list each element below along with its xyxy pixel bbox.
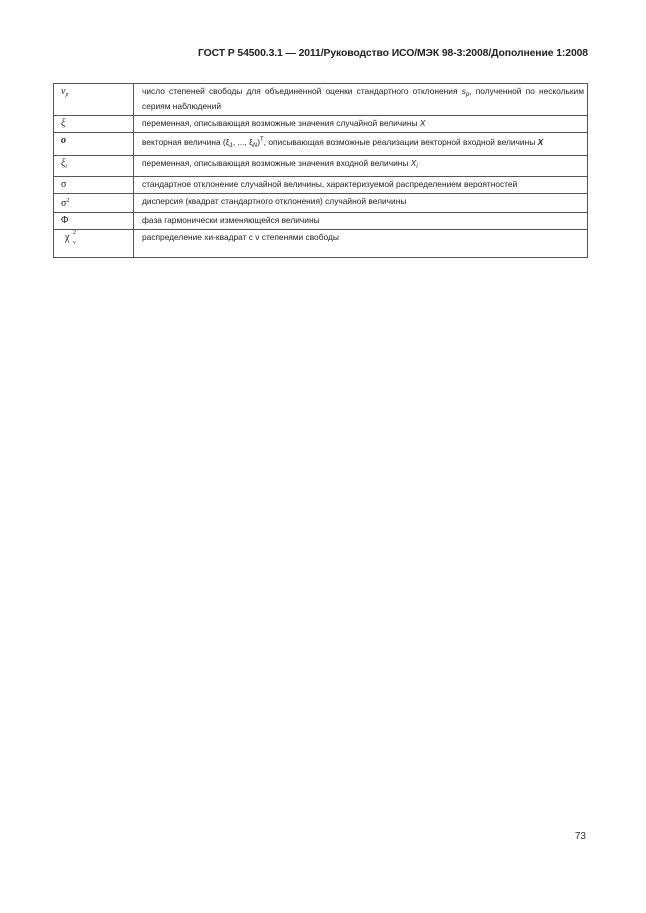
- symbols-table: [53, 83, 588, 258]
- description-text: дисперсия (квадрат стандартного отклонения) случайной величины: [142, 196, 407, 206]
- subscript: N: [252, 143, 258, 149]
- symbol-subscript: ν: [73, 240, 76, 246]
- symbol-cell: [54, 84, 134, 116]
- table-row: [54, 230, 588, 258]
- symbol-subscript: i: [65, 164, 67, 170]
- variable: X: [410, 158, 417, 168]
- variable: s: [461, 86, 466, 96]
- table-row: [54, 213, 588, 230]
- description-cell: [134, 177, 588, 194]
- symbol-cell: [54, 213, 134, 230]
- page-header: ГОСТ Р 54500.3.1 — 2011/Руководство ИСО/МЭК 98-3:2008/Дополнение 1:2008: [197, 48, 588, 59]
- symbol-cell: [54, 177, 134, 194]
- description-text: распределение хи-квадрат с ν степенями свободы: [142, 232, 339, 242]
- symbol-cell: [54, 133, 134, 156]
- description-cell: [134, 84, 588, 116]
- description-text: переменная, описывающая возможные значения входной величины: [142, 158, 411, 168]
- symbol-superscript: 2: [73, 230, 76, 236]
- description-cell: [134, 156, 588, 177]
- variable-subscript: i: [416, 164, 418, 170]
- description-text: фаза гармонически изменяющейся величины: [142, 215, 320, 225]
- symbol: ν: [61, 86, 66, 97]
- subscript: 1: [229, 143, 233, 149]
- superscript: T: [260, 137, 264, 143]
- table-row: [54, 156, 588, 177]
- description-cell: [134, 213, 588, 230]
- table-row: [54, 194, 588, 213]
- variable: X: [419, 118, 426, 128]
- chi-symbol: [61, 230, 76, 246]
- table-row: [54, 84, 588, 116]
- variable-subscript: p: [465, 92, 470, 98]
- symbol-cell: [54, 230, 134, 258]
- description-text: , описывающая возможные реализации векторной входной величины: [263, 137, 538, 147]
- description-cell: [134, 133, 588, 156]
- table-row: [54, 116, 588, 133]
- description-text: , полученной по нескольким сериям наблюдений: [142, 86, 584, 111]
- description-cell: [134, 230, 588, 258]
- description-text: число степеней свободы для объединенной оценки стандартного отклонения: [142, 86, 462, 96]
- table-row: [54, 133, 588, 156]
- description-cell: [134, 116, 588, 133]
- symbol-cell: [54, 156, 134, 177]
- symbol-superscript: 2: [66, 198, 70, 204]
- symbol-cell: [54, 116, 134, 133]
- symbol: ο: [61, 135, 66, 146]
- variable: X: [537, 137, 544, 147]
- symbol-subscript: p: [65, 92, 69, 98]
- symbol: σ: [61, 179, 67, 190]
- symbol: σ: [61, 198, 67, 209]
- symbol: ξ: [61, 158, 66, 169]
- description-cell: [134, 194, 588, 213]
- description-text: стандартное отклонение случайной величины, характеризуемой распределением вероятностей: [142, 179, 518, 189]
- page-number: 73: [574, 831, 586, 842]
- symbol: ξ: [61, 118, 66, 129]
- symbol: Φ: [61, 215, 69, 226]
- description-text: векторная величина (ξ: [142, 137, 230, 147]
- description-text: , ..., ξ: [232, 137, 253, 147]
- description-text: ): [257, 137, 260, 147]
- symbol-cell: [54, 194, 134, 213]
- symbol: χ: [65, 232, 70, 243]
- table-row: [54, 177, 588, 194]
- description-text: переменная, описывающая возможные значения случайной величины: [142, 118, 420, 128]
